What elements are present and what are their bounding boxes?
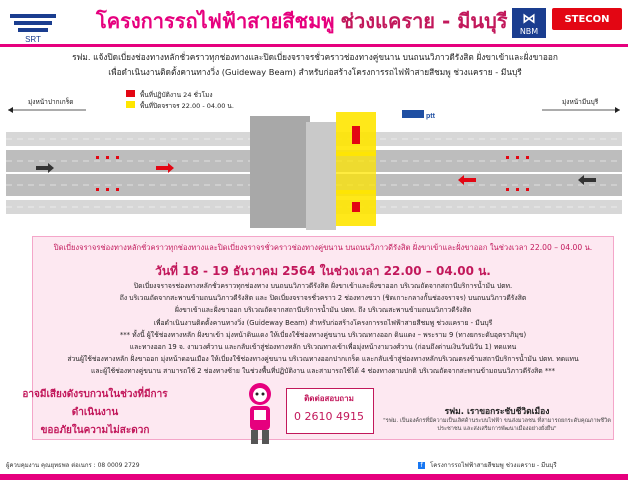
ptt-logo-text: ptt: [426, 113, 435, 120]
work-zone-red-2: [352, 202, 360, 212]
noise-notice-line-2: ขออภัยในความไม่สะดวก: [40, 425, 150, 436]
srt-logo: [4, 4, 62, 44]
legend-yellow-swatch: [126, 101, 135, 108]
page-title: [96, 4, 516, 38]
facebook-icon[interactable]: f: [418, 462, 425, 469]
closure-area-main: [336, 152, 376, 194]
stecon-logo: STECON: [552, 8, 622, 30]
srt-logo-text: SRT: [25, 35, 41, 44]
noise-notice-line-1: อาจมีเสียงดังรบกวนในช่วงที่มีการดำเนินงาน: [22, 389, 168, 418]
direction-left-label: มุ่งหน้าปากเกร็ด: [28, 98, 74, 106]
legend-yellow-label: พื้นที่ปิดจราจร 22.00 - 04.00 น.: [140, 102, 234, 110]
legend-red-label: พื้นที่ปฏิบัติงาน 24 ชั่วโมง: [140, 91, 213, 99]
info-line: ส่วนผู้ใช้ช่องทางหลัก ฝั่งขาออก มุ่งหน้าดอนเมือง ให้เบี่ยงใช้ช่องทางคู่ขนาน บริเวณทางออกปากเกร็ด และกลับเข้าสู่ช่องทางหลักบริเวณตรงข้ามสถานีบริการน้ำมัน ปตท. ทดแทน: [67, 355, 579, 364]
ptt-station: [402, 110, 424, 118]
arrow-left-icon: [8, 107, 13, 113]
legend-red-swatch: [126, 90, 135, 97]
apology-title: รฟม. เราขอกระชับชีวิตเมือง: [444, 407, 550, 417]
info-line: และทางออก 19 จ. งามวงศ์วาน และกลับเข้าสู่ช่องทางหลัก บริเวณทางเข้าเพื่อมุ่งหน้างามวงศ์วาน (ก่อนถึงด่านเงินวันนิวัน 1) ทดแทน: [129, 343, 517, 352]
contact-phone[interactable]: 0 2610 4915: [294, 410, 364, 423]
nbm-logo: [512, 8, 546, 38]
arrow-right-icon: [615, 107, 620, 113]
nbm-mark-icon: ⋈: [522, 10, 536, 27]
info-line: ฝั่งขาเข้าและฝั่งขาออก บริเวณถัดจากสถานีบริการน้ำมัน ปตท. ถึง บริเวณสะพานข้ามถนนวิภาวดีรังสิต: [174, 306, 472, 315]
footer-project-name: โครงการรถไฟฟ้าสายสีชมพู ช่วงแคราย - มีนบุรี: [429, 462, 557, 469]
footer-project: [418, 460, 626, 470]
noise-notice: [10, 386, 180, 440]
title-route: ช่วงแคราย - มีนบุรี: [340, 9, 508, 33]
intro-text: [20, 50, 610, 80]
header-divider: [0, 44, 628, 47]
apology-subtitle: "รฟม. เป็นองค์กรที่มีความเป็นเลิศด้านระบบไฟฟ้า ขนส่งมวลชน ที่สามารถยกระดับคุณภาพชีวิตประชาชน และส่งเสริมการพัฒนาเมืองอย่างยั่งยืน": [383, 418, 611, 432]
info-line: และผู้ใช้ช่องทางคู่ขนาน สามารถใช้ 2 ช่องทางซ้าย ในช่วงพื้นที่ปฏิบัติงาน และสามารถใช้ได้ 4 ช่องทางตามปกติ บริเวณถัดจากสะพานข้ามถนนวิภาวดีรังสิต ***: [90, 367, 556, 376]
info-line: ปิดเบี่ยงจราจรช่องทางหลักชั่วคราวทุกช่องทาง บนถนนวิภาวดีรังสิต ฝั่งขาเข้าและฝั่งขาออก บริเวณถัดจากสถานีบริการน้ำมัน ปตท.: [133, 282, 513, 290]
nbm-logo-text: NBM: [519, 26, 539, 36]
title-project: โครงการรถไฟฟ้าสายสีชมพู: [96, 9, 335, 33]
info-body: [40, 280, 606, 378]
cross-road: [250, 116, 310, 228]
bridge: [306, 122, 336, 230]
intro-line-1: รฟม. แจ้งปิดเบี่ยงช่องทางหลักชั่วคราวทุกช่องทางและปิดเบี่ยงจราจรชั่วคราวช่องทางคู่ขนาน บนถนนวิภาวดีรังสิต ฝั่งขาเข้าและฝั่งขาออก: [72, 52, 558, 62]
traffic-diagram: [6, 88, 622, 230]
info-heading: ปิดเบี่ยงจราจรช่องทางหลักชั่วคราวทุกช่องทางและปิดเบี่ยงจราจรชั่วคราวช่องทางคู่ขนาน บนถนนวิภาวดีรังสิต ฝั่งขาเข้าและฝั่งขาออก ในช่วงเวลา 22.00 – 04.00 น.: [53, 243, 593, 252]
direction-right-label: มุ่งหน้ามีนบุรี: [562, 98, 599, 106]
info-line: *** ทั้งนี้ ผู้ใช้ช่องทางหลัก ฝั่งขาเข้า มุ่งหน้าดินแดง ให้เบี่ยงใช้ช่องทางคู่ขนาน บริเวณทางออก ดินแดง – พระราม 9 (ทางยกระดับอุตราภิมุข): [119, 330, 527, 339]
mascot-icon: [240, 380, 280, 448]
footer-supervisor: ผู้ควบคุมงาน คุณยุทธพล ต่อเนกร : 08 0009 2729: [6, 462, 140, 469]
info-date: วันที่ 18 - 19 ธันวาคม 2564 ในช่วงเวลา 22.00 – 04.00 น.: [155, 264, 491, 278]
footer-bar: [0, 474, 628, 480]
intro-line-2: เพื่อดำเนินงานติดตั้งคานทางวิ่ง (Guideway Beam) สำหรับก่อสร้างโครงการรถไฟฟ้าสายสีชมพู ช่วงแคราย - มีนบุรี: [108, 67, 522, 77]
info-line: ถึง บริเวณถัดจากสะพานข้ามถนนวิภาวดีรังสิต และ ปิดเบี่ยงจราจรชั่วคราว 2 ช่องทางขวา (ชิดเกาะกลางกั้นช่องจราจร) บนถนนวิภาวดีรังสิต: [119, 294, 527, 303]
work-zone-red-1: [352, 126, 360, 144]
info-line: เพื่อดำเนินงานติดตั้งคานทางวิ่ง (Guideway Beam) สำหรับก่อสร้างโครงการรถไฟฟ้าสายสีชมพู ช่วงแคราย - มีนบุรี: [153, 318, 493, 327]
contact-label: ติดต่อสอบถาม: [304, 394, 354, 403]
